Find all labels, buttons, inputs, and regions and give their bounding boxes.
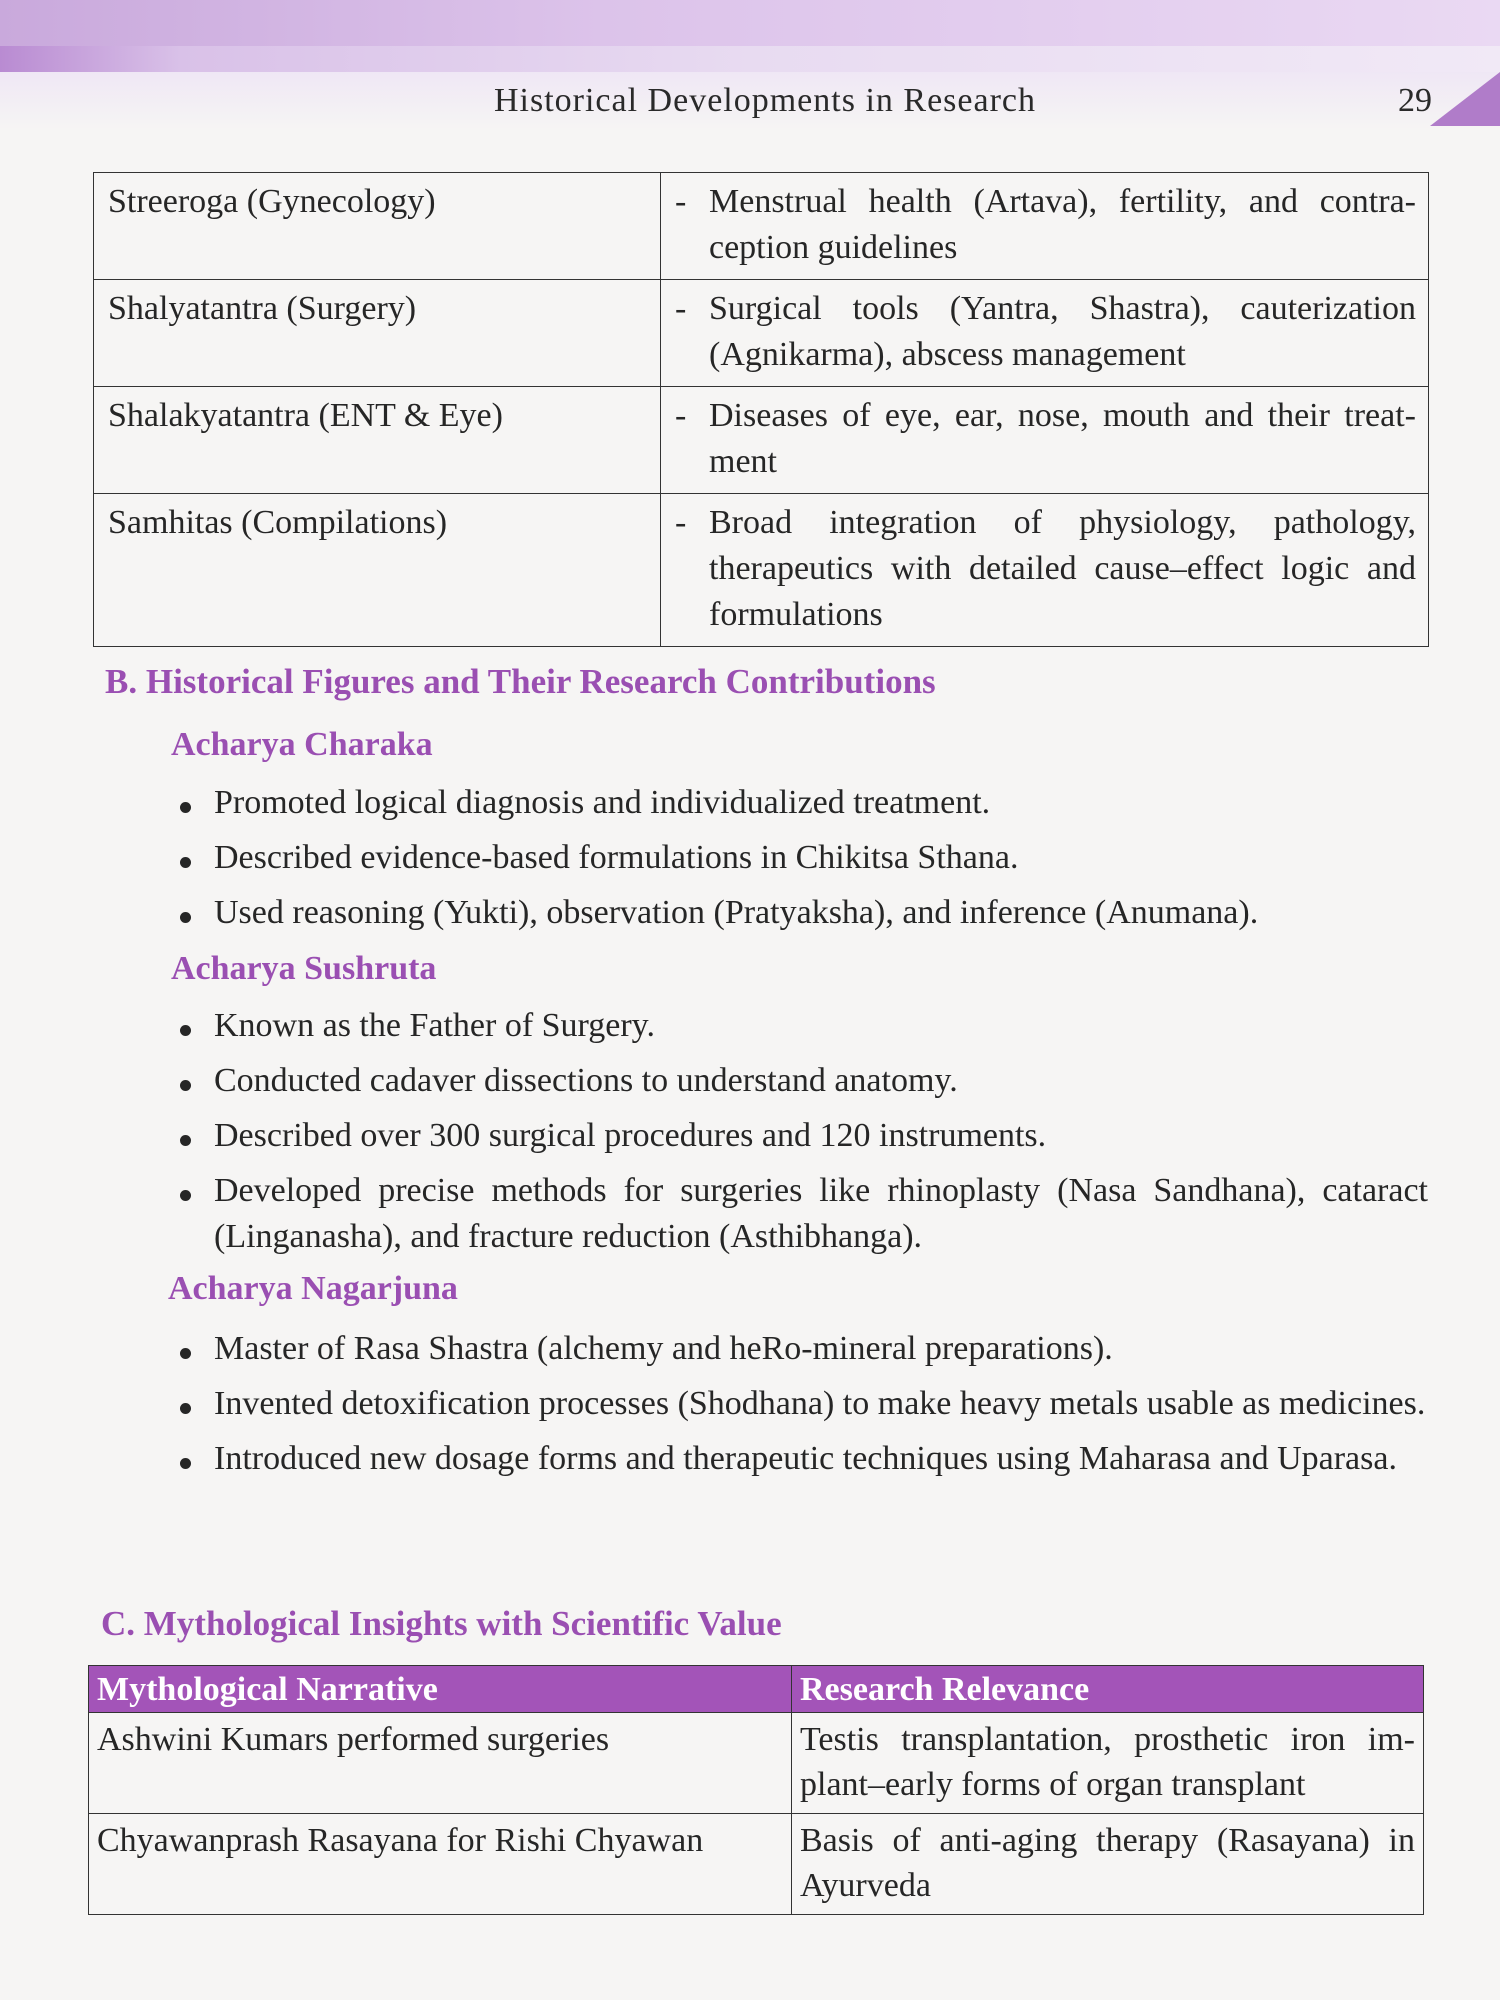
header-stripe bbox=[0, 46, 1500, 72]
list-item bbox=[178, 1168, 1428, 1260]
table-cell-detail bbox=[661, 280, 1429, 387]
point-text: Described evidence-based formulations in Chikitsa Sthana. bbox=[214, 839, 1019, 876]
bullet-icon bbox=[180, 1025, 191, 1036]
column-header-relevance: Research Relevance bbox=[792, 1666, 1424, 1713]
bullet-icon bbox=[180, 1458, 191, 1469]
figure-heading-nagarjuna: Acharya Nagarjuna bbox=[168, 1270, 458, 1307]
table-cell-topic: Shalyatantra (Surgery) bbox=[94, 280, 661, 387]
table-row bbox=[94, 494, 1429, 647]
list-item bbox=[178, 1058, 1428, 1104]
point-text: Known as the Father of Surgery. bbox=[214, 1007, 655, 1044]
sushruta-points bbox=[178, 1003, 1428, 1269]
list-item bbox=[178, 1326, 1428, 1372]
list-item bbox=[178, 1436, 1428, 1482]
table-row bbox=[94, 387, 1429, 494]
charaka-points bbox=[178, 780, 1428, 945]
point-text: Conducted cadaver dissections to understand anatomy. bbox=[214, 1062, 958, 1099]
mythology-table bbox=[88, 1665, 1424, 1915]
figure-heading-charaka: Acharya Charaka bbox=[171, 726, 433, 763]
list-item bbox=[178, 835, 1428, 881]
bullet-icon bbox=[180, 1080, 191, 1091]
table-row bbox=[94, 173, 1429, 280]
point-text: Promoted logical diagnosis and individualized treatment. bbox=[214, 784, 991, 821]
table-row bbox=[89, 1814, 1424, 1915]
detail-text: Diseases of eye, ear, nose, mouth and their treat-ment bbox=[709, 397, 1416, 480]
bullet-icon bbox=[180, 1348, 191, 1359]
list-item bbox=[178, 1381, 1428, 1427]
bullet-icon bbox=[180, 1190, 191, 1201]
section-c-heading: C. Mythological Insights with Scientific Value bbox=[101, 1604, 782, 1643]
point-text: Developed precise methods for surgeries like rhinoplasty (Nasa Sandhana), cataract (Linganasha), and fracture reduction (Asthibhanga). bbox=[214, 1172, 1428, 1255]
list-item bbox=[178, 1003, 1428, 1049]
point-text: Used reasoning (Yukti), observation (Pratyaksha), and inference (Anumana). bbox=[214, 894, 1259, 931]
bullet-icon bbox=[180, 1135, 191, 1146]
table-row bbox=[89, 1713, 1424, 1814]
section-b-heading: B. Historical Figures and Their Research Contributions bbox=[105, 662, 936, 701]
table-cell-detail bbox=[661, 387, 1429, 494]
point-text: Master of Rasa Shastra (alchemy and heRo-mineral preparations). bbox=[214, 1330, 1113, 1367]
dash-marker: - bbox=[675, 397, 687, 434]
dash-marker: - bbox=[675, 504, 687, 541]
point-text: Introduced new dosage forms and therapeutic techniques using Maharasa and Uparasa. bbox=[214, 1440, 1397, 1477]
page-number: 29 bbox=[1398, 82, 1432, 119]
point-text: Described over 300 surgical procedures and 120 instruments. bbox=[214, 1117, 1047, 1154]
table-cell-relevance: Testis transplantation, prosthetic iron im-plant–early forms of organ transplant bbox=[792, 1713, 1424, 1814]
table-cell-detail bbox=[661, 173, 1429, 280]
detail-text: Broad integration of physiology, pathology, therapeutics with detailed cause–effect logic and formulations bbox=[709, 504, 1416, 633]
branches-table bbox=[93, 172, 1429, 647]
column-header-narrative: Mythological Narrative bbox=[89, 1666, 792, 1713]
table-cell-narrative: Chyawanprash Rasayana for Rishi Chyawan bbox=[89, 1814, 792, 1915]
table-header-row bbox=[89, 1666, 1424, 1713]
figure-heading-sushruta: Acharya Sushruta bbox=[171, 950, 437, 987]
table-cell-topic: Streeroga (Gynecology) bbox=[94, 173, 661, 280]
header-band bbox=[0, 0, 1500, 46]
table-row bbox=[94, 280, 1429, 387]
table-cell-topic: Shalakyatantra (ENT & Eye) bbox=[94, 387, 661, 494]
bullet-icon bbox=[180, 912, 191, 923]
nagarjuna-points bbox=[178, 1326, 1428, 1491]
table-cell-detail bbox=[661, 494, 1429, 647]
dash-marker: - bbox=[675, 183, 687, 220]
list-item bbox=[178, 1113, 1428, 1159]
detail-text: Surgical tools (Yantra, Shastra), cauterization (Agnikarma), abscess management bbox=[709, 290, 1416, 373]
table-cell-relevance: Basis of anti-aging therapy (Rasayana) in Ayurveda bbox=[792, 1814, 1424, 1915]
table-cell-narrative: Ashwini Kumars performed surgeries bbox=[89, 1713, 792, 1814]
detail-text: Menstrual health (Artava), fertility, and contra-ception guidelines bbox=[709, 183, 1416, 266]
bullet-icon bbox=[180, 1403, 191, 1414]
point-text: Invented detoxification processes (Shodhana) to make heavy metals usable as medicines. bbox=[214, 1385, 1426, 1422]
bullet-icon bbox=[180, 857, 191, 868]
running-title: Historical Developments in Research bbox=[493, 82, 1036, 119]
list-item bbox=[178, 780, 1428, 826]
list-item bbox=[178, 890, 1428, 936]
bullet-icon bbox=[180, 802, 191, 813]
table-cell-topic: Samhitas (Compilations) bbox=[94, 494, 661, 647]
dash-marker: - bbox=[675, 290, 687, 327]
